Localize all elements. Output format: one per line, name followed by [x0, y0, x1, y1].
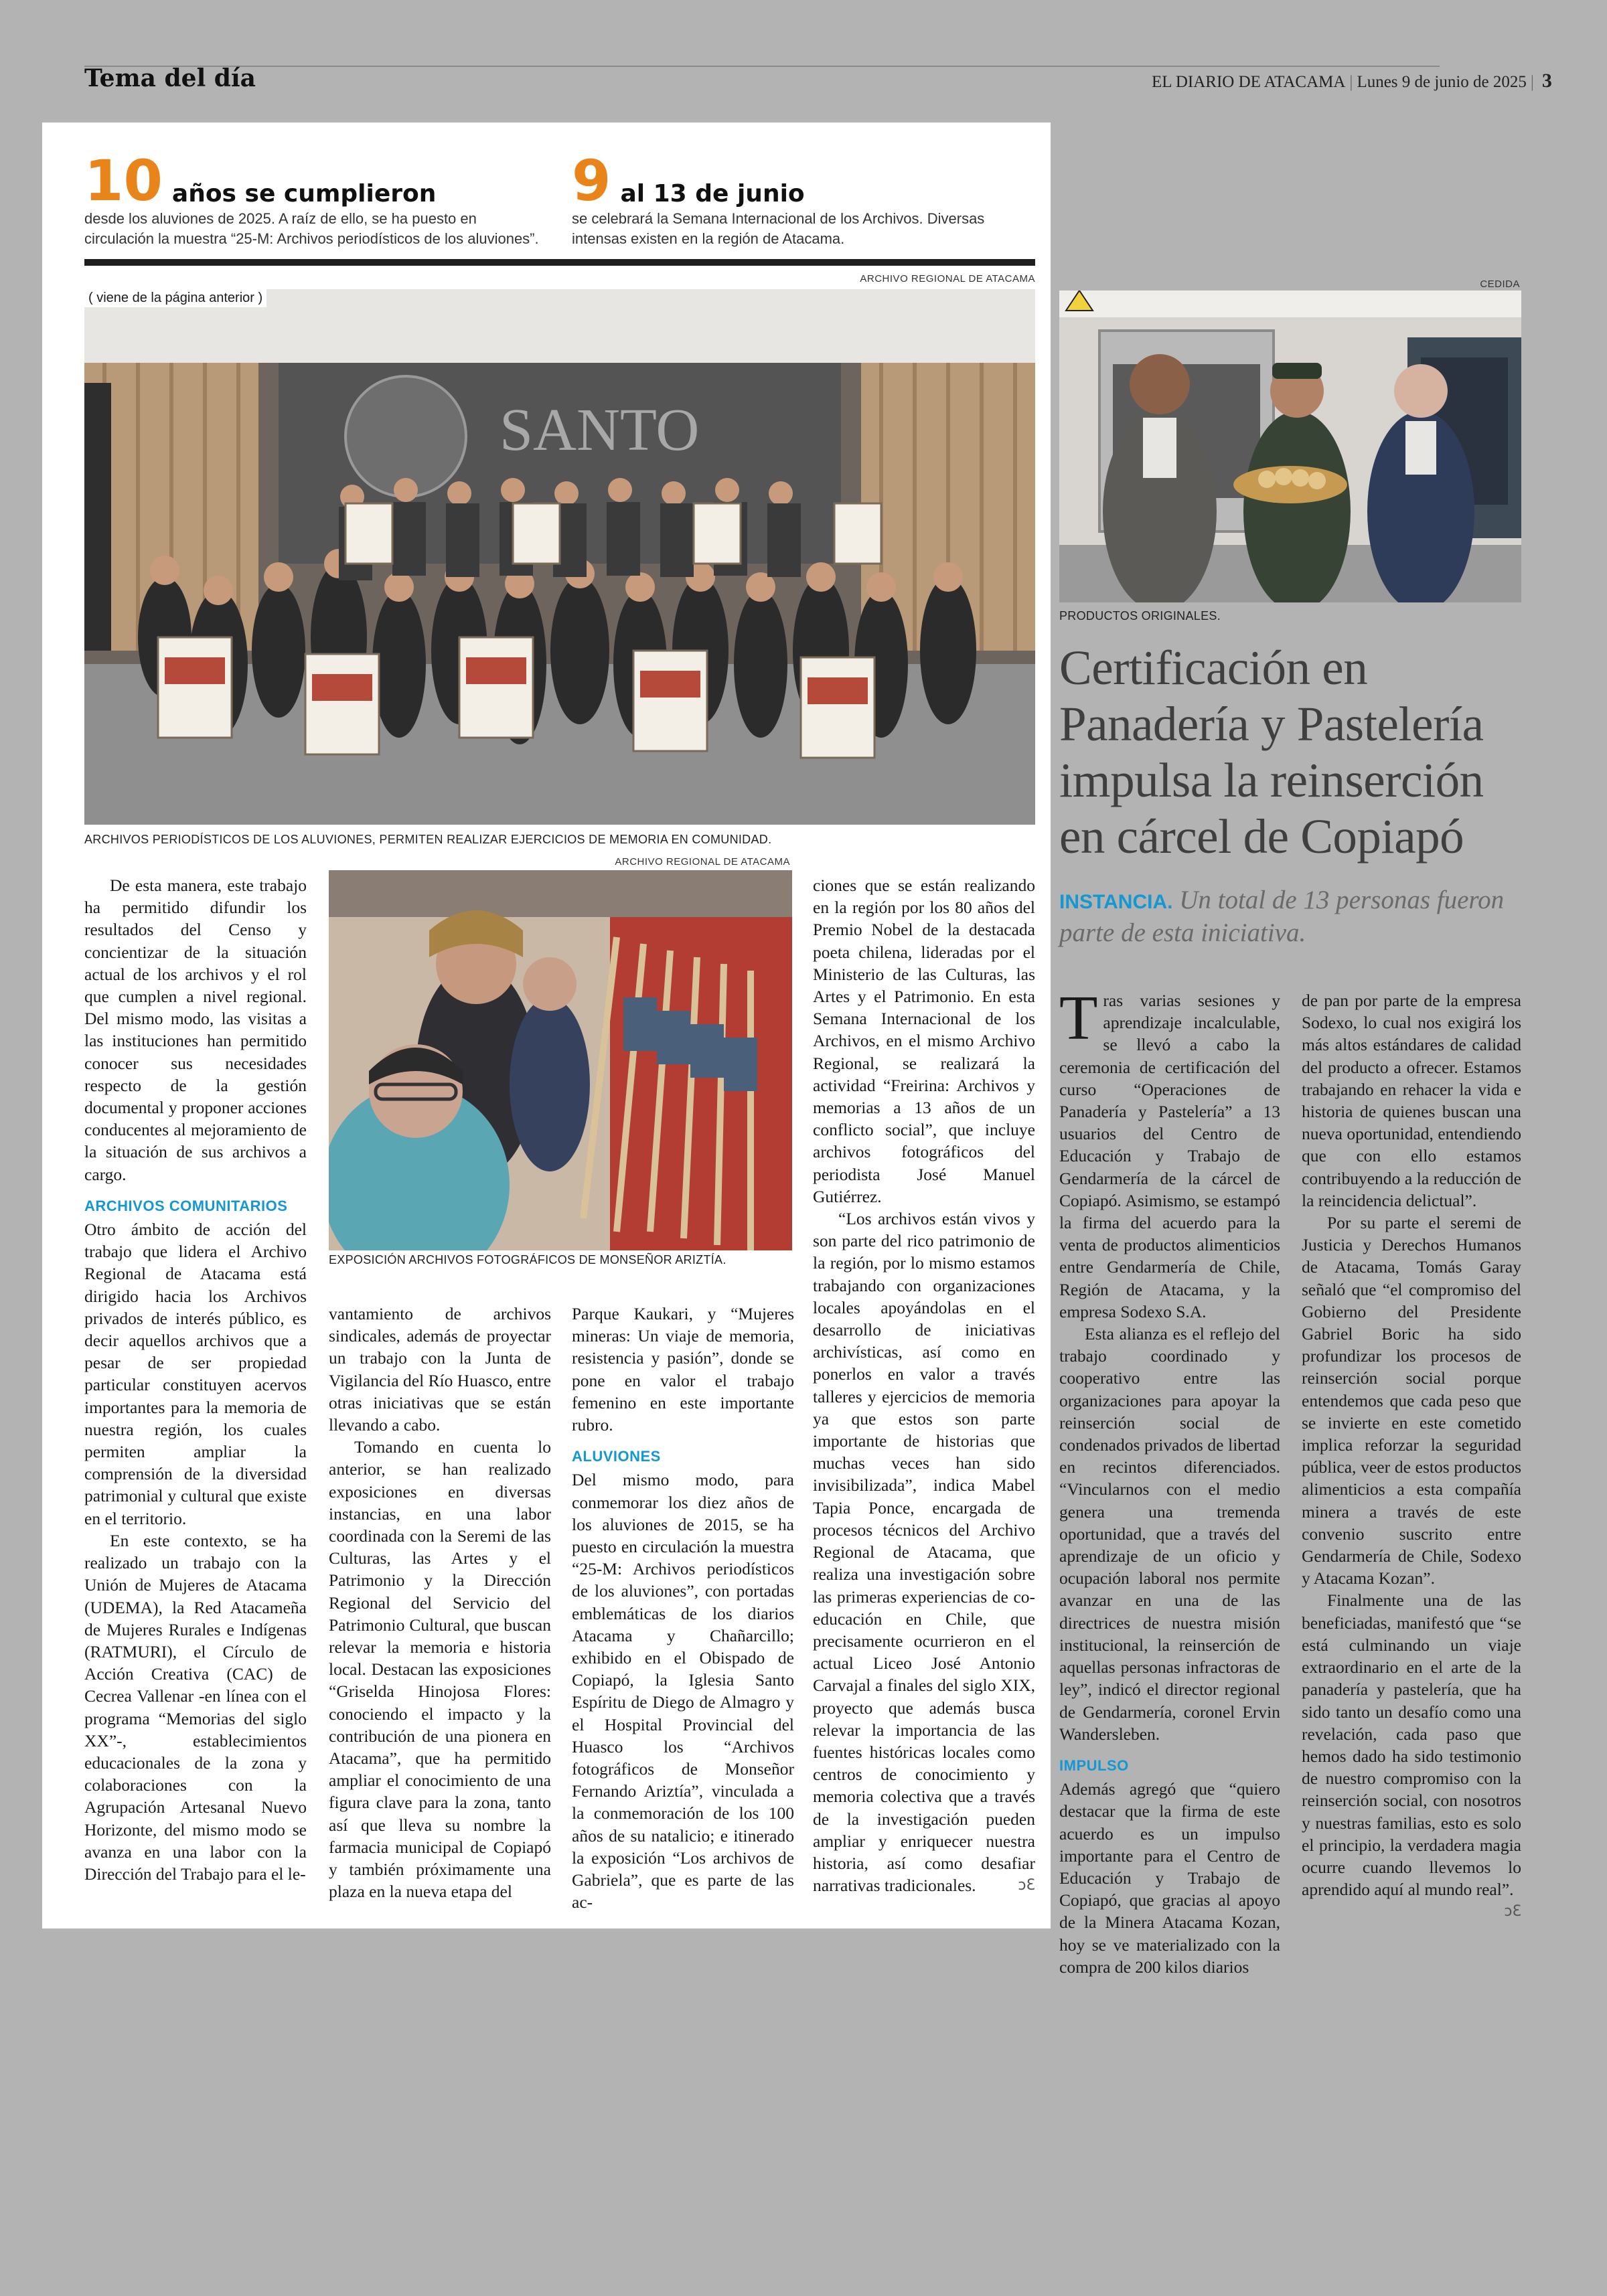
publication-name: EL DIARIO DE ATACAMA — [1152, 73, 1346, 91]
paragraph — [1059, 983, 1280, 1323]
right-article-column-2 — [1302, 989, 1521, 1923]
paragraph: ciones que se están realizando en la región por los 80 años del Premio Nobel de la destacada poeta chilena, lideradas por el Ministerio de las Culturas, las Artes y el Patrimonio. En esta Semana Internacional de los Archivos, en el mismo Archivo Regional, se realizará la actividad “Freirina: Archivos y memorias a 13 años de un conflicto social”, que incluye archivos fotográficos del periodista José Manuel Gutiérrez. — [813, 876, 1035, 1206]
certification-photo — [1059, 291, 1521, 602]
continued-label: ( viene de la página anterior ) — [84, 289, 266, 307]
left-article-column-3 — [572, 1303, 794, 1913]
end-mark-icon: ↄƐ — [1018, 1877, 1035, 1894]
photo1-credit: ARCHIVO REGIONAL DE ATACAMA — [860, 273, 1035, 284]
paragraph: vantamiento de archivos sindicales, además de proyectar un trabajo con la Junta de Vigilancia del Río Huasco, entre otras iniciativas que se están llevando a cabo. — [329, 1304, 551, 1435]
right-photo-credit: CEDIDA — [1480, 278, 1520, 290]
fact-number: 10 — [84, 148, 163, 214]
group-photo-illustration — [84, 289, 1035, 825]
exhibition-photo — [329, 870, 792, 1250]
fact-headline: al 13 de junio — [620, 180, 805, 208]
photo2-caption: EXPOSICIÓN ARCHIVOS FOTOGRÁFICOS DE MONSEÑOR ARIZTÍA. — [329, 1253, 726, 1266]
right-photo-caption: PRODUCTOS ORIGINALES. — [1059, 609, 1221, 623]
left-article-column-1 — [84, 874, 307, 1885]
deck-text: Un total de 13 personas fueron parte de esta iniciativa. — [1059, 886, 1505, 947]
certification-photo-illustration — [1059, 291, 1521, 602]
paragraph: En este contexto, se ha realizado un trabajo con la Unión de Mujeres de Atacama (UDEMA), la Red Atacameña de Mujeres Rurales e Indígenas (RATMURI), el Círculo de Acción Creativa (CAC) de Cecrea Vallenar -en línea con el programa “Memorias del siglo XX”-, establecimientos educacionales de la zona y colaboraciones con la Agrupación Artesanal Nuevo Horizonte, del mismo modo se avanza en una labor con la Dirección del Trabajo para el le- — [84, 1530, 307, 1884]
paragraph: Parque Kaukari, y “Mujeres mineras: Un viaje de memoria, resistencia y pasión”, donde se pone en valor el trabajo femenino en este importante rubro. — [572, 1304, 794, 1435]
drop-cap: T — [1059, 983, 1098, 1053]
paragraph-text: ras varias sesiones y aprendizaje incalculable, se llevó a cabo la ceremonia de certificación del curso “Operaciones de Panadería y Pastelería” a 13 usuarios del Centro de Educación y Trabajo de Gendarmería de la cárcel de Copiapó. Asimismo, se estampó la firma del acuerdo para la venta de productos alimenticios entre Gendarmería de Chile, Región de Atacama, y la empresa Sodexo S.A. — [1059, 991, 1280, 1321]
paragraph: Tomando en cuenta lo anterior, se han realizado exposiciones en diversas instancias, en una labor coordinada con la Seremi de las Culturas, las Artes y el Patrimonio y la Dirección Regional del Servicio del Patrimonio Cultural, que buscan relevar la memoria e historia local. Destacan las exposiciones “Griselda Hinojosa Flores: conociendo el impacto y la contribución de una pionera en Atacama”, que ha permitido ampliar el conocimiento de una figura clave para la zona, tanto así que lleva su nombre la farmacia municipal de Copiapó y también próximamente una plaza en la nueva etapa del — [329, 1437, 551, 1902]
deck-tag: INSTANCIA. — [1059, 891, 1173, 913]
left-article-column-2 — [329, 1303, 551, 1902]
fact-box-1 — [84, 148, 540, 249]
fact-description: desde los aluviones de 2025. A raíz de ello, se ha puesto en circulación la muestra “25-M: Archivos periodísticos de los aluviones”. — [84, 210, 539, 247]
right-article-headline: Certificación en Panadería y Pastelería impulsa la reinserción en cárcel de Copiapó — [1059, 641, 1484, 864]
paragraph: Otro ámbito de acción del trabajo que lidera el Archivo Regional de Atacama está dirigido hacia los Archivos privados de interés público, es decir aquellos archivos que a pesar de ser propiedad particular constituyen acervos importantes para la memoria de nuestra región, los cuales permiten ampliar la comprensión de la diversidad patrimonial y cultural que existe en el territorio. — [84, 1220, 307, 1528]
right-article-deck — [1059, 885, 1528, 949]
paragraph-text: Finalmente una de las beneficiadas, manifestó que “se está culminando un viaje extraordinario en el arte de la panadería y pastelería, que ha sido tanto un desafío como una revelación, cada paso que hemos dado ha sido testimonio de nuestro compromiso con la reinserción social, con nosotros y nuestras familias, esto es solo el principio, la verdadera magia ocurre cuando llevemos lo aprendido aquí al mundo real”. — [1302, 1590, 1521, 1900]
subhead-archivos-comunitarios: ARCHIVOS COMUNITARIOS — [84, 1197, 288, 1214]
header-separator: | — [1530, 73, 1534, 91]
right-article-column-1 — [1059, 983, 1280, 1978]
left-article-column-4 — [813, 874, 1035, 1896]
svg-text:SANTO: SANTO — [500, 397, 700, 463]
fact-description: se celebrará la Semana Internacional de los Archivos. Diversas intensas existen en la región de Atacama. — [572, 210, 985, 247]
paragraph: de pan por parte de la empresa Sodexo, lo cual nos exigirá los más altos estándares de calidad del producto a ofrecer. Estamos trabajando en rehacer la vida e historia de quienes buscan una nueva oportunidad, entendiendo que con ello estamos contribuyendo a la reducción de la reincidencia delictual”. — [1302, 991, 1521, 1210]
page-number: 3 — [1541, 70, 1552, 92]
paragraph: Esta alianza es el reflejo del trabajo coordinado y cooperativo entre las organizaciones para apoyar la reinserción social de condenados privados de libertad en recintos diferenciados. “Vincularnos con el medio genera una tremenda oportunidad, que a través del aprendizaje de un oficio y ocupación laboral nos permite avanzar en una de las directrices de nuestra misión institucional, la reinserción de aquellas personas infractoras de ley”, indicó el director regional de Gendarmería, coronel Ervin Wandersleben. — [1059, 1324, 1280, 1744]
paragraph — [1302, 1589, 1521, 1920]
exhibition-photo-illustration — [329, 870, 792, 1250]
subhead-impulso: IMPULSO — [1059, 1756, 1129, 1774]
paragraph: De esta manera, este trabajo ha permitido difundir los resultados del Censo y concientizar de la situación actual de los archivos y el rol que cumplen a nivel regional. Del mismo modo, las visitas a las instituciones han permitido conocer sus necesidades respecto de la gestión documental y proponer acciones conducentes al mejoramiento de la situación de sus archivos a cargo. — [84, 876, 307, 1184]
paragraph: Por su parte el seremi de Justicia y Derechos Humanos de Atacama, Tomás Garay señaló que “el compromiso del Gobierno del Presidente Gabriel Boric ha sido profundizar los procesos de reinserción social porque entendemos que cada peso que se invierte en este cometido implica reforzar la seguridad pública, veer de estos productos alimenticios a esta compañía minera a través de este convenio suscrito entre Gendarmería de Chile, Sodexo y Atacama Kozan”. — [1302, 1213, 1521, 1588]
fact-box-2 — [572, 148, 1041, 249]
end-mark-icon: ↄƐ — [1504, 1903, 1521, 1920]
group-photo — [84, 289, 1035, 825]
publication-line — [1152, 70, 1552, 92]
photo1-caption: ARCHIVOS PERIODÍSTICOS DE LOS ALUVIONES, PERMITEN REALIZAR EJERCICIOS DE MEMORIA EN COMUNIDAD. — [84, 833, 772, 846]
fact-divider — [84, 259, 1035, 266]
subhead-aluviones: ALUVIONES — [572, 1448, 661, 1465]
paragraph: Del mismo modo, para conmemorar los diez años de los aluviones de 2015, se ha puesto en circulación la muestra “25-M: Archivos periodísticos de los aluviones”, con portadas emblemáticas de los diarios Atacama y Chañarcillo; exhibido en el Obispado de Copiapó, la Iglesia Santo Espíritu de Diego de Almagro y el Hospital Provincial del Huasco los “Archivos fotográficos de Monseñor Fernando Ariztía”, vinculada a la conmemoración de los 100 años de su natalicio; e itinerado la exposición “Los archivos de Gabriela”, que es parte de las ac- — [572, 1470, 794, 1912]
section-title: Tema del día — [84, 64, 256, 92]
paragraph-text: “Los archivos están vivos y son parte del rico patrimonio de la región, por lo mismo estamos trabajando con organizaciones locales apoyándolas en el desarrollo de iniciativas archivísticas, así como en ponerlos en valor a través talleres y ejercicios de memoria ya que estos son parte importante de historias que muchas veces han sido invisibilizada”, indica Mabel Tapia Ponce, encargada de procesos técnicos del Archivo Regional de Atacama, que realiza una investigación sobre las primeras experiencias de co-educación en Chile, que precisamente ocurrieron en el actual Liceo José Antonio Carvajal a finales del siglo XIX, proyecto que además busca relevar la importancia de las fuentes históricas locales como centros de conocimiento y memoria colectiva que a través de la investigación pueden ampliar y enriquecer nuestra historia, así como desafiar narrativas tradicionales. — [813, 1209, 1035, 1896]
photo2-credit: ARCHIVO REGIONAL DE ATACAMA — [615, 856, 790, 868]
fact-headline: años se cumplieron — [171, 180, 437, 208]
paragraph — [813, 1208, 1035, 1896]
paragraph: Además agregó que “quiero destacar que la firma de este acuerdo es un impulso importante para el Centro de Educación y Trabajo de Copiapó, que gracias al apoyo de la Minera Atacama Kozan, hoy se ve materializado con la compra de 200 kilos diarios — [1059, 1779, 1280, 1977]
publication-date: Lunes 9 de junio de 2025 — [1357, 73, 1527, 91]
fact-number: 9 — [572, 148, 611, 214]
header-separator: | — [1349, 73, 1353, 91]
